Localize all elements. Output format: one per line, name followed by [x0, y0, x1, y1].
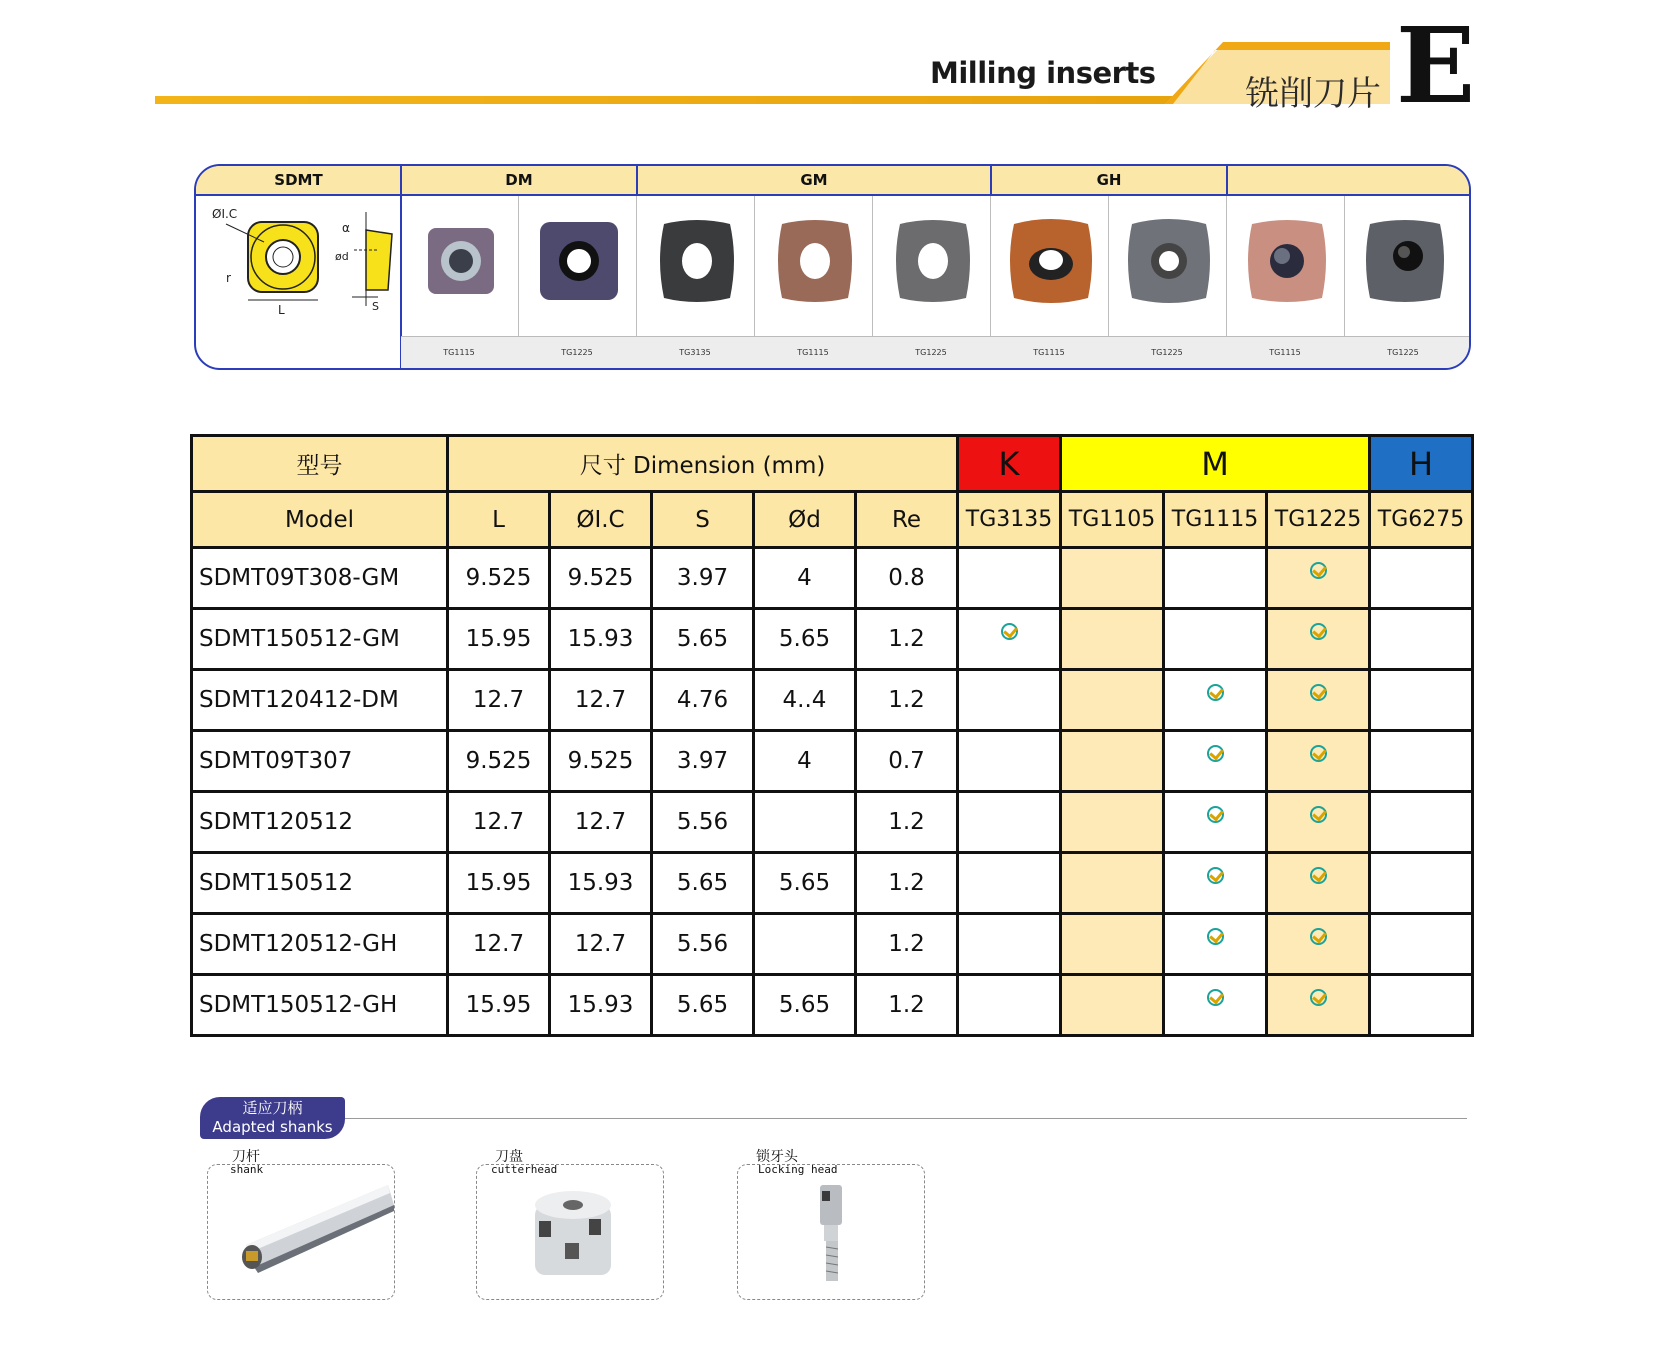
dimension-cell-l: 15.95: [448, 853, 550, 914]
col-header-tg1105: TG1105: [1061, 492, 1164, 548]
table-row: [192, 609, 1473, 670]
grade-availability-cell: [1370, 853, 1473, 914]
col-header-l: L: [448, 492, 550, 548]
dimension-cell-re: 1.2: [856, 975, 958, 1036]
alpha-label: α: [342, 221, 350, 235]
spec-table: [190, 434, 1474, 1037]
dimension-cell-l: 12.7: [448, 792, 550, 853]
grade-availability-cell: [1267, 914, 1370, 975]
dimension-cell-d: [754, 914, 856, 975]
dimension-cell-d: 5.65: [754, 853, 856, 914]
grade-availability-cell: [958, 609, 1061, 670]
grade-availability-cell: [1267, 792, 1370, 853]
grade-label: TG1115: [443, 348, 475, 357]
check-icon: [1207, 989, 1224, 1006]
header-title-en: Milling inserts: [930, 56, 1156, 90]
grade-availability-cell: [1267, 609, 1370, 670]
dimension-cell-d: 4: [754, 731, 856, 792]
grade-availability-cell: [958, 792, 1061, 853]
dimension-cell-d: 4: [754, 548, 856, 609]
dimension-cell-l: 15.95: [448, 609, 550, 670]
col-header-s: S: [652, 492, 754, 548]
table-row: [192, 731, 1473, 792]
dimension-cell-ic: 9.525: [550, 548, 652, 609]
grade-availability-cell: [958, 670, 1061, 731]
table-row: [192, 548, 1473, 609]
shank-image: [208, 1165, 394, 1299]
cutterhead-image: [477, 1165, 663, 1299]
table-row: [192, 792, 1473, 853]
l-label: L: [278, 303, 285, 317]
grade-availability-cell: [1061, 853, 1164, 914]
grade-availability-cell: [1164, 670, 1267, 731]
col-header-ic: ØI.C: [550, 492, 652, 548]
dimension-cell-d: 5.65: [754, 609, 856, 670]
header-row-1: [192, 436, 1473, 492]
grade-availability-cell: [958, 853, 1061, 914]
grade-label: TG1225: [915, 348, 947, 357]
dimension-cell-ic: 15.93: [550, 975, 652, 1036]
check-icon: [1207, 928, 1224, 945]
grade-availability-cell: [1267, 548, 1370, 609]
dimension-cell-ic: 12.7: [550, 670, 652, 731]
check-icon: [1310, 623, 1327, 640]
model-cell: SDMT150512-GM: [192, 609, 448, 670]
strip-label: SDMT: [196, 166, 401, 196]
insert-image-gm-tg1115: [768, 210, 860, 310]
dimension-cell-l: 9.525: [448, 731, 550, 792]
dimension-cell-s: 3.97: [652, 548, 754, 609]
check-icon: [1310, 745, 1327, 762]
grade-availability-cell: [1164, 609, 1267, 670]
model-cell: SDMT09T307: [192, 731, 448, 792]
header-row-2: [192, 492, 1473, 548]
dimension-cell-s: 4.76: [652, 670, 754, 731]
insert-image-dm-tg1225: [532, 210, 624, 310]
model-cell: SDMT150512-GH: [192, 975, 448, 1036]
dimension-cell-s: 5.56: [652, 792, 754, 853]
grade-availability-cell: [958, 731, 1061, 792]
material-group-k: K: [958, 436, 1061, 492]
grade-availability-cell: [1267, 731, 1370, 792]
adapted-shanks-badge: [200, 1097, 345, 1139]
dimension-cell-l: 12.7: [448, 670, 550, 731]
s-label: S: [372, 300, 379, 313]
grade-availability-cell: [1267, 670, 1370, 731]
group-dm: DM: [401, 166, 637, 196]
dimension-cell-re: 0.7: [856, 731, 958, 792]
material-group-m: M: [1061, 436, 1370, 492]
insert-image-tg1115: [1240, 210, 1332, 310]
header-model-en: Model: [192, 492, 448, 548]
table-row: [192, 975, 1473, 1036]
header-model-cn: 型号: [192, 436, 448, 492]
shank-label-en: shank: [230, 1163, 264, 1176]
insert-strip: [194, 164, 1471, 370]
header-title-cn: 铣削刀片: [1245, 74, 1381, 114]
dimension-cell-d: [754, 792, 856, 853]
insert-image-gh-tg1115: [1004, 210, 1096, 310]
grade-label: TG1225: [561, 348, 593, 357]
dimension-cell-l: 12.7: [448, 914, 550, 975]
dimension-cell-ic: 12.7: [550, 914, 652, 975]
shank-label-cn: 刀杆: [232, 1149, 260, 1165]
check-icon: [1310, 989, 1327, 1006]
r-label: r: [226, 271, 231, 285]
dimension-cell-l: 9.525: [448, 548, 550, 609]
dimension-cell-s: 3.97: [652, 731, 754, 792]
model-cell: SDMT150512: [192, 853, 448, 914]
check-icon: [1207, 745, 1224, 762]
table-row: [192, 853, 1473, 914]
insert-image-tg1225: [1358, 210, 1450, 310]
dimension-cell-re: 1.2: [856, 792, 958, 853]
d-label: ød: [335, 250, 349, 263]
section-letter: E: [1396, 4, 1476, 127]
insert-image-gm-tg1225: [886, 210, 978, 310]
grade-availability-cell: [958, 975, 1061, 1036]
check-icon: [1001, 623, 1018, 640]
grade-availability-cell: [1267, 975, 1370, 1036]
dimension-cell-re: 1.2: [856, 853, 958, 914]
grade-availability-cell: [1061, 731, 1164, 792]
grade-availability-cell: [1061, 914, 1164, 975]
grade-availability-cell: [1164, 975, 1267, 1036]
grade-availability-cell: [1267, 853, 1370, 914]
dimension-cell-ic: 12.7: [550, 792, 652, 853]
grade-label: TG1225: [1387, 348, 1419, 357]
group-gh: GH: [991, 166, 1227, 196]
grade-availability-cell: [1370, 609, 1473, 670]
badge-cn: 适应刀柄: [242, 1099, 303, 1117]
shank-card: [207, 1164, 395, 1300]
ic-label: ØI.C: [212, 207, 238, 221]
dimension-cell-re: 1.2: [856, 914, 958, 975]
check-icon: [1207, 806, 1224, 823]
grade-availability-cell: [1370, 975, 1473, 1036]
shanks-rule: [345, 1118, 1467, 1119]
check-icon: [1207, 684, 1224, 701]
dimension-cell-s: 5.65: [652, 609, 754, 670]
insert-image-dm-tg1115: [414, 210, 506, 310]
dimension-cell-re: 0.8: [856, 548, 958, 609]
locking-head-label-en: Locking head: [758, 1163, 838, 1176]
material-group-h: H: [1370, 436, 1473, 492]
dimension-cell-re: 1.2: [856, 609, 958, 670]
check-icon: [1310, 806, 1327, 823]
grade-availability-cell: [1164, 548, 1267, 609]
col-header-tg3135: TG3135: [958, 492, 1061, 548]
model-cell: SDMT120512: [192, 792, 448, 853]
header-dimension: 尺寸 Dimension (mm): [448, 436, 958, 492]
badge-en: Adapted shanks: [212, 1118, 333, 1136]
header-rule: [155, 96, 1195, 104]
check-icon: [1310, 928, 1327, 945]
dimension-cell-ic: 15.93: [550, 853, 652, 914]
cutterhead-label-en: cutterhead: [491, 1163, 558, 1176]
grade-availability-cell: [1061, 975, 1164, 1036]
check-icon: [1207, 867, 1224, 884]
table-row: [192, 914, 1473, 975]
insert-geometry-diagram: [204, 202, 394, 332]
dimension-cell-d: 5.65: [754, 975, 856, 1036]
dimension-cell-s: 5.56: [652, 914, 754, 975]
col-header-tg1115: TG1115: [1164, 492, 1267, 548]
model-cell: SDMT120412-DM: [192, 670, 448, 731]
check-icon: [1310, 562, 1327, 579]
grade-availability-cell: [1164, 792, 1267, 853]
dimension-cell-re: 1.2: [856, 670, 958, 731]
dimension-cell-s: 5.65: [652, 853, 754, 914]
locking-head-card: [737, 1164, 925, 1300]
cutterhead-label-cn: 刀盘: [495, 1149, 523, 1165]
check-icon: [1310, 684, 1327, 701]
grade-availability-cell: [1061, 670, 1164, 731]
col-header-tg1225: TG1225: [1267, 492, 1370, 548]
grade-label: TG1225: [1151, 348, 1183, 357]
grade-label: TG1115: [1033, 348, 1065, 357]
dimension-cell-ic: 9.525: [550, 731, 652, 792]
dimension-cell-s: 5.65: [652, 975, 754, 1036]
grade-label: TG1115: [1269, 348, 1301, 357]
grade-availability-cell: [1370, 731, 1473, 792]
grade-availability-cell: [958, 914, 1061, 975]
insert-image-gh-tg1225: [1122, 210, 1214, 310]
grade-availability-cell: [1164, 731, 1267, 792]
grade-availability-cell: [1061, 609, 1164, 670]
grade-label: TG1115: [797, 348, 829, 357]
grade-availability-cell: [1164, 853, 1267, 914]
cutterhead-card: [476, 1164, 664, 1300]
grade-availability-cell: [1164, 914, 1267, 975]
dimension-cell-d: 4..4: [754, 670, 856, 731]
col-header-re: Re: [856, 492, 958, 548]
model-cell: SDMT09T308-GM: [192, 548, 448, 609]
table-row: [192, 670, 1473, 731]
model-cell: SDMT120512-GH: [192, 914, 448, 975]
locking-head-label-cn: 锁牙头: [756, 1149, 798, 1165]
grade-availability-cell: [1061, 548, 1164, 609]
insert-image-gm-tg3135: [650, 210, 742, 310]
grade-availability-cell: [1061, 792, 1164, 853]
grade-availability-cell: [1370, 914, 1473, 975]
check-icon: [1310, 867, 1327, 884]
locking-head-image: [738, 1165, 924, 1299]
col-header-d: Ød: [754, 492, 856, 548]
dimension-cell-l: 15.95: [448, 975, 550, 1036]
group-blank: [1227, 166, 1469, 196]
grade-availability-cell: [958, 548, 1061, 609]
col-header-tg6275: TG6275: [1370, 492, 1473, 548]
grade-label: TG3135: [679, 348, 711, 357]
group-gm: GM: [637, 166, 991, 196]
dimension-cell-ic: 15.93: [550, 609, 652, 670]
grade-availability-cell: [1370, 792, 1473, 853]
grade-availability-cell: [1370, 670, 1473, 731]
grade-availability-cell: [1370, 548, 1473, 609]
